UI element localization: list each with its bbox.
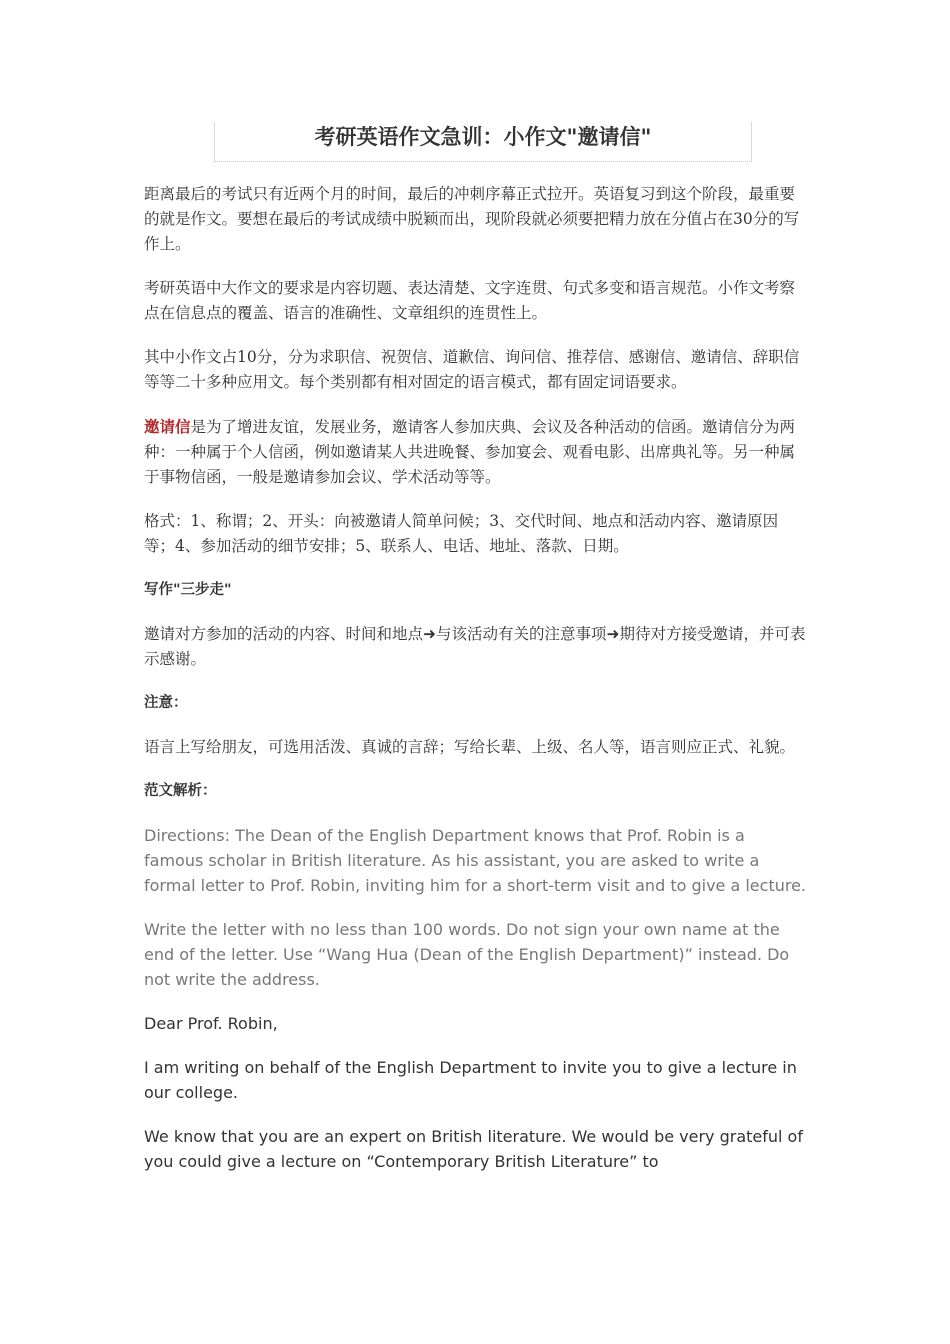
letter-salutation: Dear Prof. Robin, <box>144 1014 278 1033</box>
directions-paragraph-1: Directions: The Dean of the English Department knows that Prof. Robin is a famous scholar in British literature. As his assistant, you are asked to write a formal letter to Prof. Robin, inviting him for a short-term visit and to give a lecture. <box>144 826 807 895</box>
note-paragraph: 语言上写给朋友，可选用活泼、真诚的言辞；写给长辈、上级、名人等，语言则应正式、礼貌。 <box>144 738 796 756</box>
intro-paragraph-3: 其中小作文占10分，分为求职信、祝贺信、道歉信、询问信、推荐信、感谢信、邀请信、辞职信等等二十多种应用文。每个类别都有相对固定的语言模式，都有固定词语要求。 <box>144 348 800 391</box>
format-paragraph: 格式：1、称谓；2、开头：向被邀请人简单问候；3、交代时间、地点和活动内容、邀请原因等；4、参加活动的细节安排；5、联系人、电话、地址、落款、日期。 <box>144 512 779 555</box>
article-body <box>144 182 808 1193</box>
directions-paragraph-2: Write the letter with no less than 100 words. Do not sign your own name at the end of the letter. Use “Wang Hua (Dean of the English Department)” instead. Do not write the address. <box>144 920 790 989</box>
definition-keyword: 邀请信 <box>144 417 191 436</box>
steps-heading: 写作"三步走" <box>144 582 232 598</box>
letter-paragraph-2: We know that you are an expert on British literature. We would be very grateful of you could give a lecture on “Contemporary British Literature” to <box>144 1127 803 1171</box>
steps-paragraph: 邀请对方参加的活动的内容、时间和地点➜与该活动有关的注意事项➜期待对方接受邀请，并可表示感谢。 <box>144 625 806 668</box>
definition-text: 是为了增进友谊，发展业务，邀请客人参加庆典、会议及各种活动的信函。邀请信分为两种：一种属于个人信函，例如邀请某人共进晚餐、参加宴会、观看电影、出席典礼等。另一种属于事物信函，一般是邀请参加会议、学术活动等等。 <box>144 418 796 486</box>
sample-heading: 范文解析： <box>144 783 217 799</box>
intro-paragraph-1: 距离最后的考试只有近两个月的时间，最后的冲刺序幕正式拉开。英语复习到这个阶段，最重要的就是作文。要想在最后的考试成绩中脱颖而出，现阶段就必须要把精力放在分值占在30分的写作上。 <box>144 185 800 253</box>
intro-paragraph-2: 考研英语中大作文的要求是内容切题、表达清楚、文字连贯、句式多变和语言规范。小作文考察点在信息点的覆盖、语言的准确性、文章组织的连贯性上。 <box>144 279 796 322</box>
note-heading: 注意： <box>144 695 188 711</box>
definition-paragraph <box>144 414 808 490</box>
title-box <box>214 122 752 162</box>
letter-paragraph-1: I am writing on behalf of the English Department to invite you to give a lecture in our college. <box>144 1058 797 1102</box>
page-title: 考研英语作文急训：小作文"邀请信" <box>314 125 652 149</box>
